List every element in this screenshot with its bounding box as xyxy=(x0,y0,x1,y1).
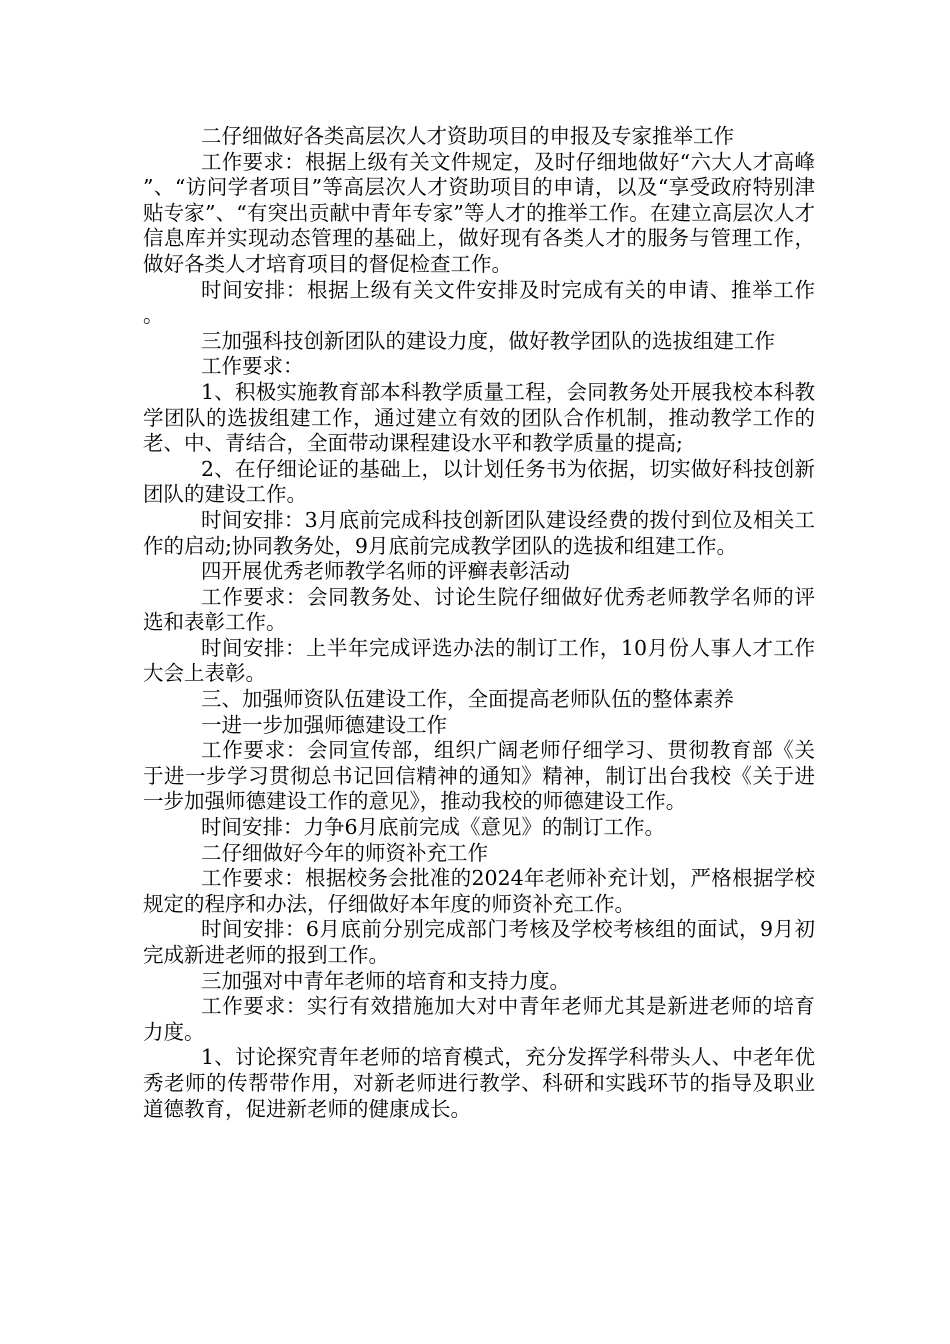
paragraph: 时间安排：3月底前完成科技创新团队建设经费的拨付到位及相关工作的启动;协同教务处，9月底前完成教学团队的选拔和组建工作。 xyxy=(143,507,815,558)
paragraph-heading: 四开展优秀老师教学名师的评癣表彰活动 xyxy=(201,559,570,584)
paragraph: 工作要求：根据上级有关文件规定，及时仔细地做好“六大人才高峰”、“访问学者项目”等高层次人才资助项目的申请，以及“享受政府特别津贴专家”、“有突出贡献中青年专家”等人才的推举工作。在建立高层次人才信息库并实现动态管理的基础上，做好现有各类人才的服务与管理工作，做好各类人才培育项目的督促检查工作。 xyxy=(143,149,815,276)
paragraph-heading: 三加强科技创新团队的建设力度，做好教学团队的选拔组建工作 xyxy=(201,328,775,353)
section-heading: 三、加强师资队伍建设工作，全面提高老师队伍的整体素养 xyxy=(201,687,734,712)
paragraph-heading: 二仔细做好今年的师资补充工作 xyxy=(201,840,488,865)
paragraph: 时间安排：6月底前分别完成部门考核及学校考核组的面试，9月初完成新进老师的报到工作。 xyxy=(143,917,815,967)
document-body xyxy=(143,124,815,1122)
paragraph: 工作要求：会同教务处、讨论生院仔细做好优秀老师教学名师的评选和表彰工作。 xyxy=(143,584,815,635)
paragraph-heading: 一进一步加强师德建设工作 xyxy=(201,712,447,737)
paragraph: 1、积极实施教育部本科教学质量工程，会同教务处开展我校本科教学团队的选拔组建工作，通过建立有效的团队合作机制，推动教学工作的老、中、青结合，全面带动课程建设水平和教学质量的提高; xyxy=(143,379,815,456)
paragraph: 工作要求：实行有效措施加大对中青年老师尤其是新进老师的培育力度。 xyxy=(143,994,815,1044)
paragraph: 时间安排：力争6月底前完成《意见》的制订工作。 xyxy=(201,815,666,840)
paragraph: 时间安排：根据上级有关文件安排及时完成有关的申请、推举工作。 xyxy=(143,277,815,328)
paragraph: 2、在仔细论证的基础上，以计划任务书为依据，切实做好科技创新团队的建设工作。 xyxy=(143,456,815,507)
paragraph: 工作要求：根据校务会批准的2024年老师补充计划，严格根据学校规定的程序和办法，仔细做好本年度的师资补充工作。 xyxy=(143,866,815,916)
paragraph: 工作要求： xyxy=(201,354,304,379)
paragraph: 时间安排：上半年完成评选办法的制订工作，10月份人事人才工作大会上表彰。 xyxy=(143,635,815,686)
paragraph-heading: 二仔细做好各类高层次人才资助项目的申报及专家推举工作 xyxy=(201,124,734,148)
paragraph: 1、讨论探究青年老师的培育模式，充分发挥学科带头人、中老年优秀老师的传帮带作用，对新老师进行教学、科研和实践环节的指导及职业道德教育，促进新老师的健康成长。 xyxy=(143,1045,815,1121)
paragraph-heading: 三加强对中青年老师的培育和支持力度。 xyxy=(201,968,570,993)
paragraph: 工作要求：会同宣传部，组织广阔老师仔细学习、贯彻教育部《关于进一步学习贯彻总书记回信精神的通知》精神，制订出台我校《关于进一步加强师德建设工作的意见》，推动我校的师德建设工作。 xyxy=(143,738,815,814)
